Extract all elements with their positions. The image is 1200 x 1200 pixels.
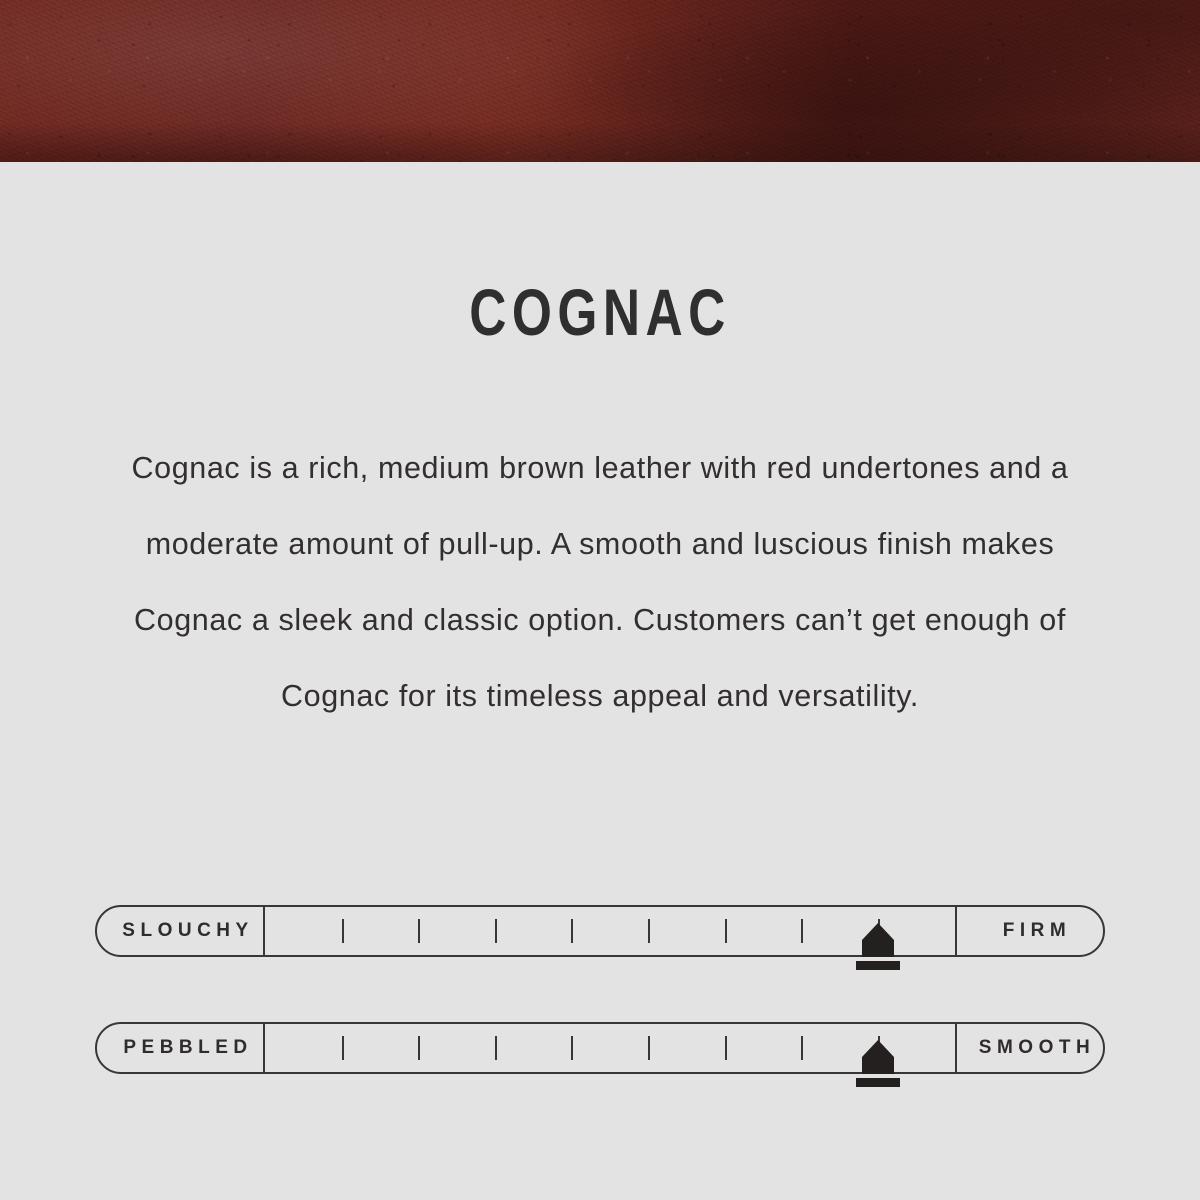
scale-tick [725,919,727,943]
marker-body [862,940,894,957]
marker-body [862,1057,894,1074]
marker-arrow-icon [862,923,894,940]
scale-right-label: FIRM [955,905,1105,957]
scale-firmness [95,905,1105,960]
scale-tick [342,919,344,943]
scale-ticks [265,905,955,957]
scale-ticks [265,1022,955,1074]
scale-marker [856,923,900,970]
scale-tick [418,1036,420,1060]
scale-tick [495,1036,497,1060]
scale-tick [495,919,497,943]
marker-arrow-icon [862,1040,894,1057]
scale-tick [571,919,573,943]
attribute-scales [95,905,1105,1139]
scale-tick [342,1036,344,1060]
scale-tick [418,919,420,943]
scale-tick [801,919,803,943]
scale-texture [95,1022,1105,1077]
scale-right-label: SMOOTH [955,1022,1105,1074]
marker-base [856,961,900,970]
scale-tick [725,1036,727,1060]
page-title: COGNAC [469,275,731,349]
scale-marker [856,1040,900,1087]
scale-left-label: PEBBLED [95,1022,265,1074]
cognac-leather-swatch [0,0,1200,162]
scale-tick [571,1036,573,1060]
marker-base [856,1078,900,1087]
scale-tick [801,1036,803,1060]
scale-tick [648,919,650,943]
leather-description: Cognac is a rich, medium brown leather with red undertones and a moderate amount of pull-up. A smooth and luscious finish makes Cognac a sleek and classic option. Customers can’t get enough of Cognac for its timeless appeal and versatility. [131,451,1069,713]
swatch-shadow [0,122,1200,162]
scale-tick [648,1036,650,1060]
scale-left-label: SLOUCHY [95,905,265,957]
